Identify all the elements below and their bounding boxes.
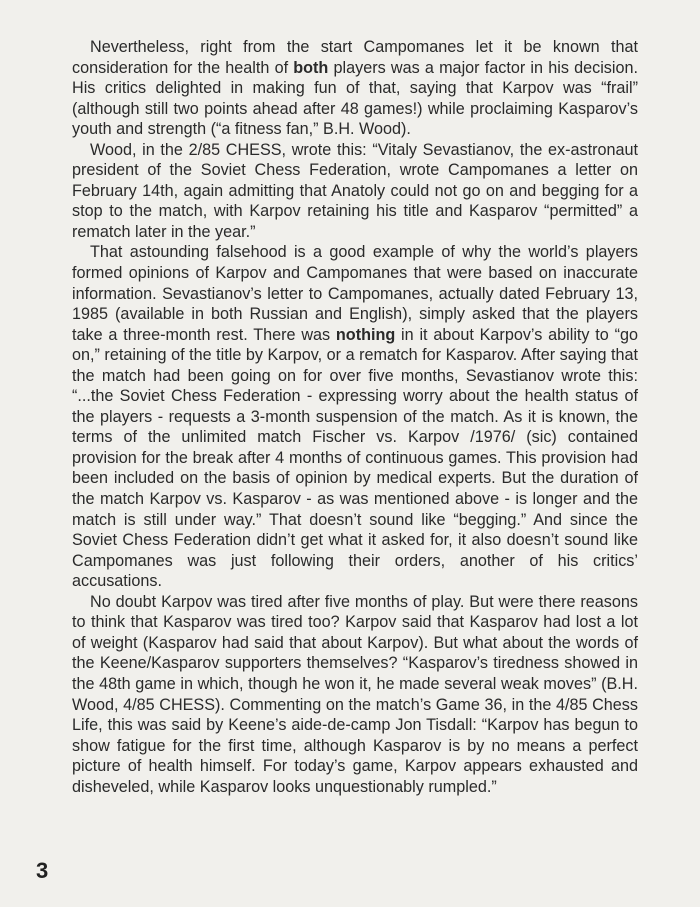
text-run: players was a major factor in his decision. His critics delighted in making fun of that, saying that Karpov was “frail” (although still two points ahead after 48 games!) while proclaiming Kasparov’s youth and strength (“a fitness fan,” B.H. Wood).	[72, 58, 638, 139]
paragraph	[72, 140, 638, 243]
body-text-column	[72, 37, 638, 797]
text-run: in it about Karpov’s ability to “go on,” retaining of the title by Karpov, or a rematch for Kasparov. After saying that the match had been going on for over five months, Sevastianov wrote this: “...the Soviet Chess Federation - expressing worry about the health status of the players - requests a 3-month suspension of the match. As it is known, the terms of the unlimited match Fischer vs. Karpov /1976/ (sic) contained provision for the break after 4 months of continuous games. This provision had been included on the basis of opinion by medical experts. But the duration of the match Karpov vs. Kasparov - as was mentioned above - is longer and the match is still under way.” That doesn’t sound like “begging.” And since the Soviet Chess Federation didn’t get what it asked for, it also doesn’t sound like Campomanes was just following their orders, another of his critics’ accusations.	[72, 325, 638, 591]
paragraph	[72, 37, 638, 140]
emphasized-text: nothing	[335, 325, 396, 344]
paragraph	[72, 592, 638, 797]
text-run: That astounding falsehood is a good example of why the world’s players formed opinions of Karpov and Campomanes that were based on inaccurate information. Sevastianov’s letter to Campomanes, actually dated February 13, 1985 (available in both Russian and English), simply asked that the players take a three-month rest. There was	[72, 243, 638, 344]
paragraph	[72, 242, 638, 591]
emphasized-text: both	[293, 58, 329, 77]
page-number: 3	[36, 858, 49, 883]
text-run: No doubt Karpov was tired after five months of play. But were there reasons to think that Kasparov was tired too? Karpov said that Kasparov had lost a lot of weight (Kasparov had said that about Karpov). But what about the words of the Keene/Kasparov supporters themselves? “Kasparov’s tiredness showed in the 48th game in which, though he won it, he made several weak moves” (B.H. Wood, 4/85 CHESS). Commenting on the match’s Game 36, in the 4/85 Chess Life, this was said by Keene’s aide-de-camp Jon Tisdall: “Karpov has begun to show fatigue for the first time, although Kasparov is by no means a perfect picture of health himself. For today’s game, Karpov appears exhausted and disheveled, while Kasparov looks unquestionably rumpled.”	[72, 592, 638, 796]
text-run: Wood, in the 2/85 CHESS, wrote this: “Vitaly Sevastianov, the ex-astronaut president of the Soviet Chess Federation, wrote Campomanes a letter on February 14th, again admitting that Anatoly could not go on and begging for a stop to the match, with Karpov retaining his title and Kasparov “permitted” a rematch later in the year.”	[72, 140, 638, 241]
text-run: Nevertheless, right from the start Campomanes let it be known that consideration for the health of	[72, 38, 638, 77]
